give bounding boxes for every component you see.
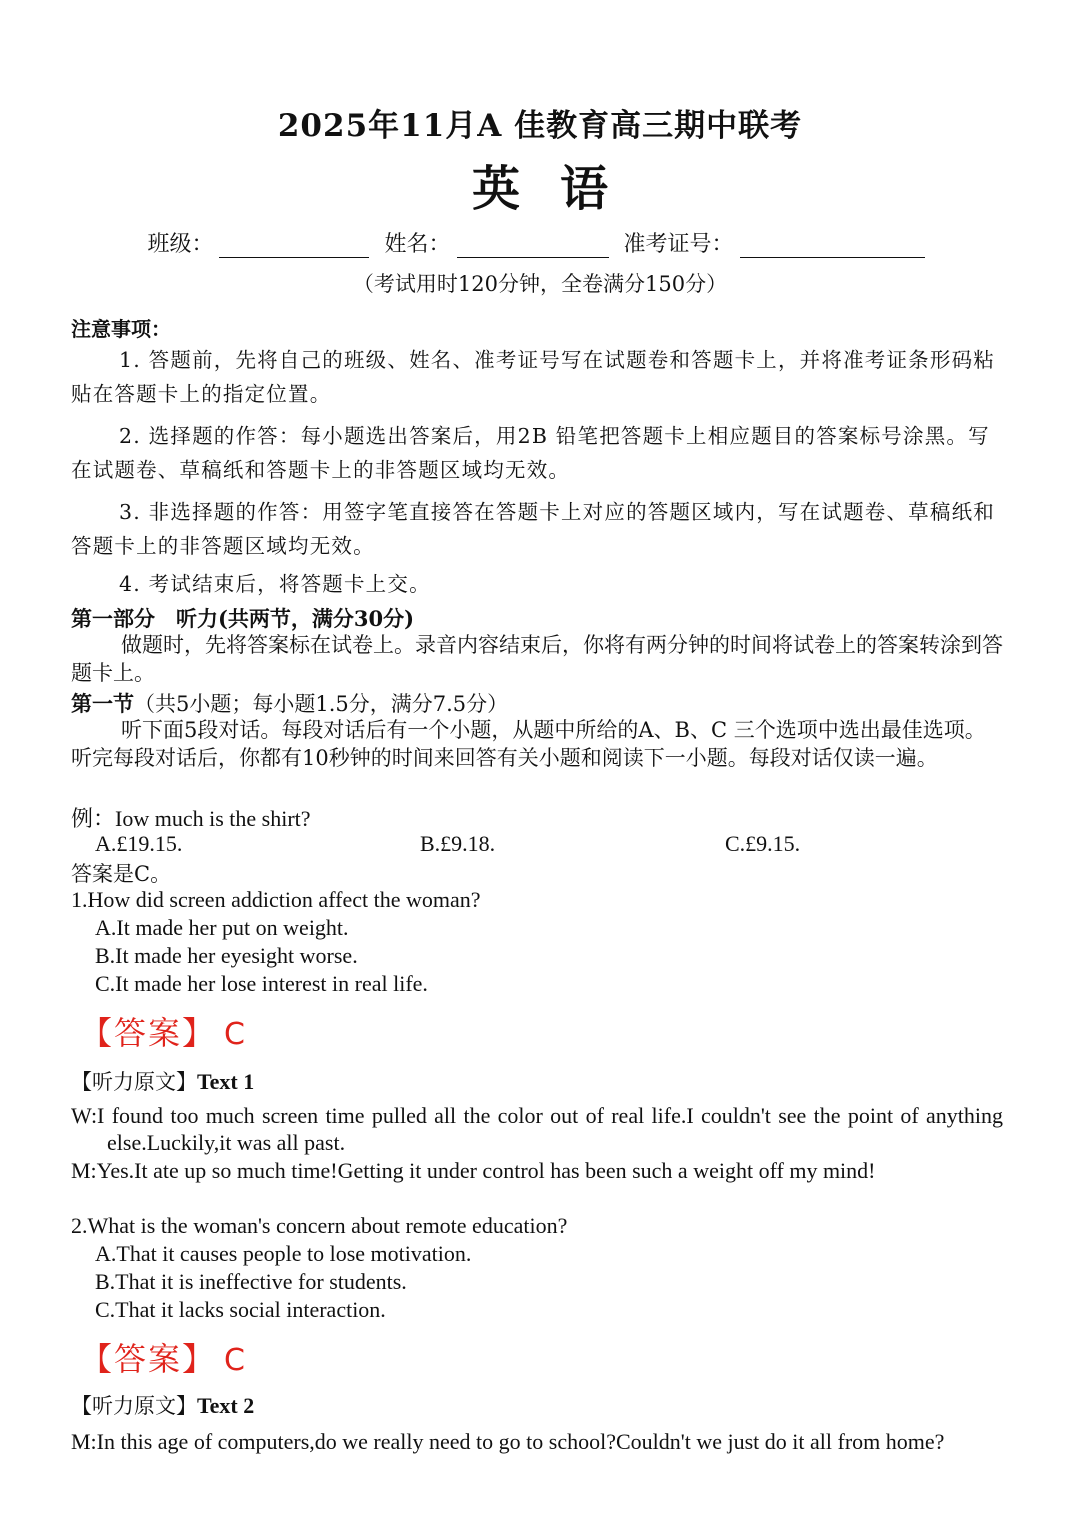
question-option: A.That it causes people to lose motivation.: [95, 1241, 472, 1266]
question-option: A.It made her put on weight.: [95, 915, 349, 940]
question-option: B.That it is ineffective for students.: [95, 1269, 407, 1294]
part1-heading: 第一部分 听力(共两节，满分30分): [71, 606, 415, 631]
section1-heading: 第一节（共5小题；每小题1.5分，满分7.5分）: [71, 691, 509, 716]
question-stem: 2.What is the woman's concern about remote education?: [71, 1213, 568, 1238]
exam-title: 2025年11月A 佳教育高三期中联考: [277, 108, 803, 144]
notice-heading: 注意事项：: [71, 317, 171, 341]
dialogue-line: M:In this age of computers,do we really need to go to school?Couldn't we just do it all from home?: [71, 1429, 945, 1454]
question-option: B.It made her eyesight worse.: [95, 943, 358, 968]
id-blank: [740, 233, 925, 258]
subject-title: 英语: [471, 161, 648, 217]
name-label: 姓名：: [384, 232, 451, 257]
example-option-a: A.£19.15.: [95, 831, 183, 856]
section1-instruction: 听下面5段对话。每段对话后有一个小题，从题中所给的A、B、C 三个选项中选出最佳选项。听完每段对话后，你都有10秒钟的时间来回答有关小题和阅读下一小题。每段对话仅读一遍。: [71, 718, 986, 770]
id-label: 准考证号：: [623, 232, 734, 257]
answer-stamp: 【答案】 C: [80, 1014, 247, 1052]
example-question: 例：Iow much is the shirt?: [71, 806, 311, 831]
student-info-row: [0, 227, 1080, 258]
class-blank: [219, 233, 369, 258]
transcript-heading: 【听力原文】Text 2: [71, 1393, 255, 1418]
exam-duration: （考试用时120分钟，全卷满分150分）: [352, 272, 728, 296]
transcript-heading: 【听力原文】Text 1: [71, 1069, 255, 1094]
dialogue-line: M:Yes.It ate up so much time!Getting it under control has been such a weight off my mind!: [71, 1158, 876, 1183]
question-option: C.It made her lose interest in real life.: [95, 971, 428, 996]
part1-instruction: 做题时，先将答案标在试卷上。录音内容结束后，你将有两分钟的时间将试卷上的答案转涂到答题卡上。: [71, 633, 1003, 685]
dialogue-line: W:I found too much screen time pulled all the color out of real life.I couldn't see the point of anything else.Luckily,it was all past.: [71, 1103, 1003, 1155]
question-option: C.That it lacks social interaction.: [95, 1297, 386, 1322]
notice-item: 3. 非选择题的作答：用签字笔直接答在答题卡上对应的答题区域内，写在试题卷、草稿纸和答题卡上的非答题区域均无效。: [71, 500, 995, 558]
name-blank: [457, 233, 609, 258]
example-option-b: B.£9.18.: [420, 831, 496, 856]
notice-item: 2. 选择题的作答：每小题选出答案后，用2B 铅笔把答题卡上相应题目的答案标号涂黑。写在试题卷、草稿纸和答题卡上的非答题区域均无效。: [71, 424, 990, 482]
example-answer: 答案是C。: [71, 862, 172, 886]
notice-item: 4. 考试结束后，将答题卡上交。: [119, 572, 431, 596]
answer-stamp: 【答案】 C: [80, 1340, 247, 1378]
question-stem: 1.How did screen addiction affect the woman?: [71, 887, 481, 912]
notice-item: 1. 答题前，先将自己的班级、姓名、准考证号写在试题卷和答题卡上，并将准考证条形码粘贴在答题卡上的指定位置。: [71, 348, 995, 406]
class-label: 班级：: [147, 232, 214, 257]
example-option-c: C.£9.15.: [725, 831, 801, 856]
